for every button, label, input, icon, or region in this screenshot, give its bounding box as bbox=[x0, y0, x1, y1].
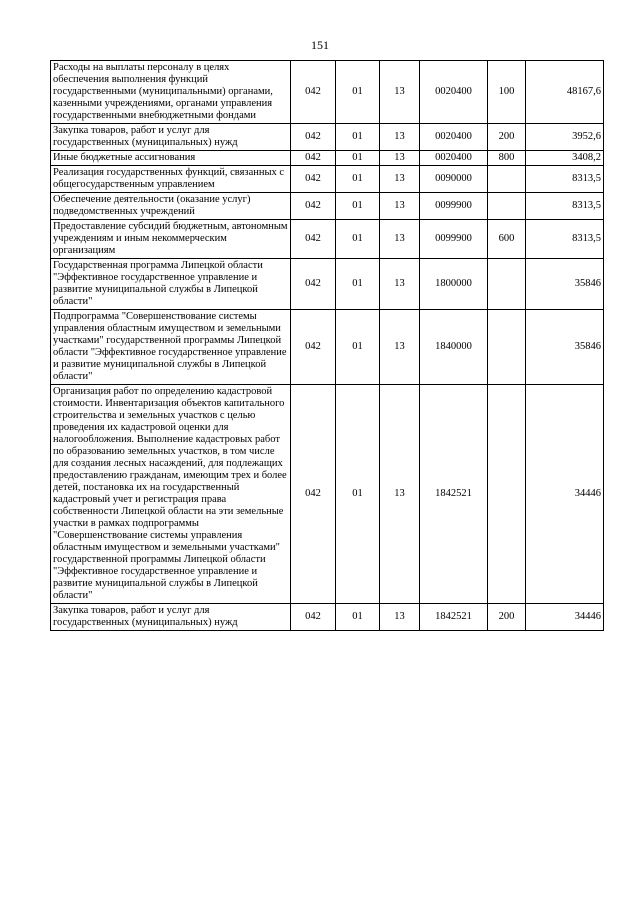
table-row bbox=[51, 220, 604, 259]
section-code: 01 bbox=[336, 385, 380, 604]
subsection-code: 13 bbox=[380, 604, 420, 631]
section-code: 01 bbox=[336, 193, 380, 220]
section-code: 01 bbox=[336, 220, 380, 259]
amount: 8313,5 bbox=[526, 166, 604, 193]
amount: 3408,2 bbox=[526, 151, 604, 166]
table-row bbox=[51, 604, 604, 631]
table-row bbox=[51, 310, 604, 385]
amount: 48167,6 bbox=[526, 61, 604, 124]
expense-type-code bbox=[488, 259, 526, 310]
target-article-code: 0020400 bbox=[420, 124, 488, 151]
table-row bbox=[51, 61, 604, 124]
budget-table bbox=[50, 60, 604, 631]
row-description: Организация работ по определению кадастровой стоимости. Инвентаризация объектов капитального строительства и земельных участков с целью проведения их кадастровой оценки для налогообложения. Выполнение кадастровых работ по образованию земельных участков, в том числе для создания лесных насаждений, для подлежащих предоставлению гражданам, имеющим трех и более детей, постановка их на государственный кадастровый учет и регистрация права собственности Липецкой области на эти земельные участки в рамках подпрограммы "Совершенствование системы управления областным имуществом и земельными участками" государственной программы Липецкой области "Эффективное государственное управление и развитие муниципальной службы в Липецкой области" bbox=[51, 385, 291, 604]
section-code: 01 bbox=[336, 151, 380, 166]
subsection-code: 13 bbox=[380, 151, 420, 166]
amount: 3952,6 bbox=[526, 124, 604, 151]
ministry-code: 042 bbox=[291, 151, 336, 166]
amount: 35846 bbox=[526, 310, 604, 385]
subsection-code: 13 bbox=[380, 61, 420, 124]
amount: 35846 bbox=[526, 259, 604, 310]
subsection-code: 13 bbox=[380, 259, 420, 310]
subsection-code: 13 bbox=[380, 310, 420, 385]
row-description: Обеспечение деятельности (оказание услуг) подведомственных учреждений bbox=[51, 193, 291, 220]
ministry-code: 042 bbox=[291, 166, 336, 193]
page-number: 151 bbox=[311, 38, 329, 52]
section-code: 01 bbox=[336, 166, 380, 193]
expense-type-code: 200 bbox=[488, 604, 526, 631]
target-article-code: 1842521 bbox=[420, 385, 488, 604]
subsection-code: 13 bbox=[380, 166, 420, 193]
row-description: Закупка товаров, работ и услуг для государственных (муниципальных) нужд bbox=[51, 124, 291, 151]
row-description: Расходы на выплаты персоналу в целях обеспечения выполнения функций государственными (муниципальными) органами, казенными учреждениями, органами управления государственными внебюджетными фондами bbox=[51, 61, 291, 124]
row-description: Закупка товаров, работ и услуг для государственных (муниципальных) нужд bbox=[51, 604, 291, 631]
subsection-code: 13 bbox=[380, 385, 420, 604]
section-code: 01 bbox=[336, 604, 380, 631]
ministry-code: 042 bbox=[291, 310, 336, 385]
table-row bbox=[51, 193, 604, 220]
ministry-code: 042 bbox=[291, 193, 336, 220]
target-article-code: 0020400 bbox=[420, 151, 488, 166]
amount: 8313,5 bbox=[526, 220, 604, 259]
row-description: Иные бюджетные ассигнования bbox=[51, 151, 291, 166]
target-article-code: 0099900 bbox=[420, 193, 488, 220]
table-row bbox=[51, 166, 604, 193]
expense-type-code bbox=[488, 193, 526, 220]
expense-type-code: 800 bbox=[488, 151, 526, 166]
subsection-code: 13 bbox=[380, 124, 420, 151]
ministry-code: 042 bbox=[291, 604, 336, 631]
ministry-code: 042 bbox=[291, 259, 336, 310]
ministry-code: 042 bbox=[291, 220, 336, 259]
table-row bbox=[51, 259, 604, 310]
expense-type-code bbox=[488, 385, 526, 604]
section-code: 01 bbox=[336, 259, 380, 310]
section-code: 01 bbox=[336, 310, 380, 385]
expense-type-code: 100 bbox=[488, 61, 526, 124]
row-description: Подпрограмма "Совершенствование системы управления областным имуществом и земельными участками" государственной программы Липецкой области "Эффективное государственное управление и развитие муниципальной службы в Липецкой области" bbox=[51, 310, 291, 385]
target-article-code: 0090000 bbox=[420, 166, 488, 193]
ministry-code: 042 bbox=[291, 61, 336, 124]
target-article-code: 1800000 bbox=[420, 259, 488, 310]
row-description: Предоставление субсидий бюджетным, автономным учреждениям и иным некоммерческим организациям bbox=[51, 220, 291, 259]
expense-type-code bbox=[488, 166, 526, 193]
target-article-code: 1840000 bbox=[420, 310, 488, 385]
amount: 34446 bbox=[526, 385, 604, 604]
target-article-code: 0020400 bbox=[420, 61, 488, 124]
expense-type-code: 600 bbox=[488, 220, 526, 259]
table-row bbox=[51, 151, 604, 166]
amount: 34446 bbox=[526, 604, 604, 631]
table-row bbox=[51, 124, 604, 151]
ministry-code: 042 bbox=[291, 124, 336, 151]
table-row bbox=[51, 385, 604, 604]
target-article-code: 1842521 bbox=[420, 604, 488, 631]
target-article-code: 0099900 bbox=[420, 220, 488, 259]
section-code: 01 bbox=[336, 61, 380, 124]
ministry-code: 042 bbox=[291, 385, 336, 604]
subsection-code: 13 bbox=[380, 193, 420, 220]
amount: 8313,5 bbox=[526, 193, 604, 220]
expense-type-code: 200 bbox=[488, 124, 526, 151]
row-description: Реализация государственных функций, связанных с общегосударственным управлением bbox=[51, 166, 291, 193]
section-code: 01 bbox=[336, 124, 380, 151]
subsection-code: 13 bbox=[380, 220, 420, 259]
row-description: Государственная программа Липецкой области "Эффективное государственное управление и развитие муниципальной службы в Липецкой области" bbox=[51, 259, 291, 310]
expense-type-code bbox=[488, 310, 526, 385]
